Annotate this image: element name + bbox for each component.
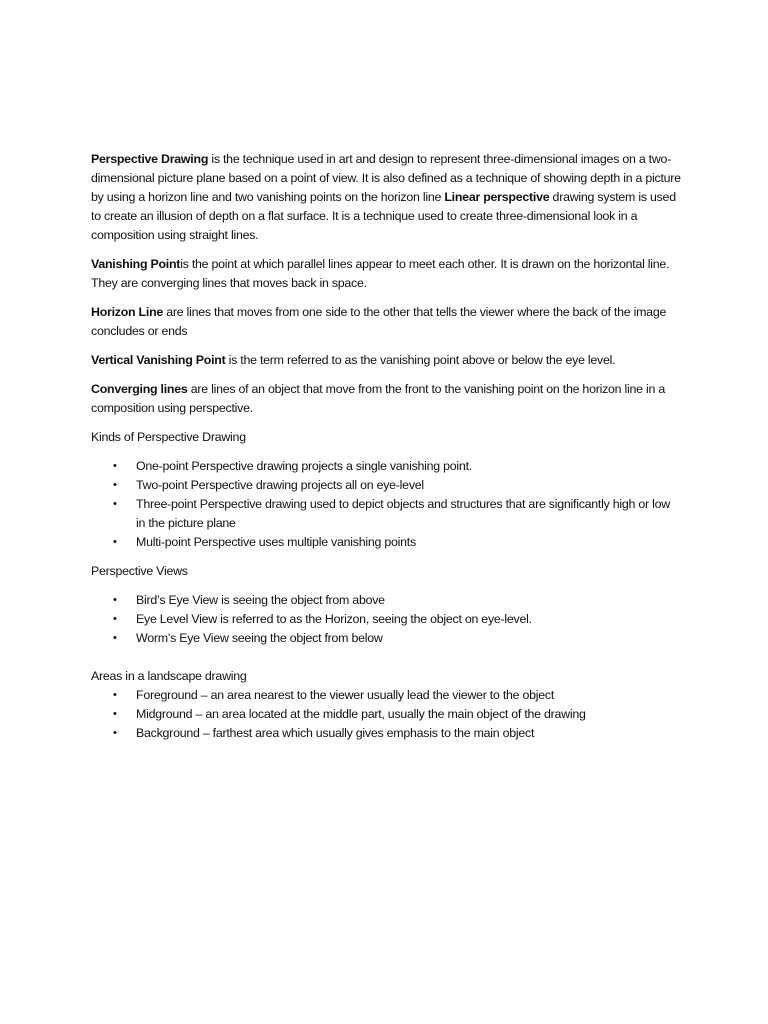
list-item [91, 495, 681, 533]
views-list [91, 591, 681, 648]
definition-text: is the term referred to as the vanishing point above or below the eye level. [225, 353, 616, 367]
term-perspective-drawing: Perspective Drawing [91, 152, 209, 166]
bullet-icon: • [113, 727, 117, 739]
list-item-text: Three-point Perspective drawing used to depict objects and structures that are significantly high or low in the picture plane [136, 497, 670, 530]
definition-text: are lines of an object that move from the front to the vanishing point on the horizon line in a composition using perspective. [91, 382, 665, 415]
list-item [91, 705, 681, 724]
definition-text: is the point at which parallel lines appear to meet each other. It is drawn on the horizontal line. They are converging lines that moves back in space. [91, 257, 670, 290]
bullet-icon: • [113, 632, 117, 644]
list-item [91, 533, 681, 552]
definition-vertical-vanishing-point [91, 351, 681, 370]
list-item-text: Two-point Perspective drawing projects all on eye-level [136, 478, 424, 492]
list-item [91, 476, 681, 495]
term-converging-lines: Converging lines [91, 382, 188, 396]
definition-text: is the technique used in art and design to represent three-dimensional images on a two-dimensional picture plane based on a point of view. It is also defined as a technique of showing depth in a picture by using a horizon line and two vanishing points on the horizon line [91, 152, 681, 204]
bullet-icon: • [113, 479, 117, 491]
term-horizon-line: Horizon Line [91, 305, 164, 319]
bullet-icon: • [113, 613, 117, 625]
list-item-text: Background – farthest area which usually gives emphasis to the main object [136, 726, 535, 740]
list-item [91, 686, 681, 705]
bullet-icon: • [113, 498, 117, 510]
definition-converging-lines [91, 380, 681, 418]
bullet-icon: • [113, 708, 117, 720]
list-item-text: Bird’s Eye View is seeing the object from above [136, 593, 385, 607]
bullet-icon: • [113, 594, 117, 606]
definition-vanishing-point [91, 255, 681, 293]
areas-list [91, 686, 681, 743]
document-body [91, 150, 681, 743]
term-linear-perspective: Linear perspective [444, 190, 550, 204]
term-vertical-vanishing-point: Vertical Vanishing Point [91, 353, 226, 367]
list-item-text: Foreground – an area nearest to the viewer usually lead the viewer to the object [136, 688, 555, 702]
list-item [91, 457, 681, 476]
heading-views: Perspective Views [91, 564, 188, 578]
list-item-text: Eye Level View is referred to as the Horizon, seeing the object on eye-level. [136, 612, 532, 626]
definition-text: drawing system is used to create an illusion of depth on a flat surface. It is a technique used to create three-dimensional look in a composition using straight lines. [91, 190, 676, 242]
list-item-text: Worm’s Eye View seeing the object from below [136, 631, 383, 645]
definition-text: are lines that moves from one side to the other that tells the viewer where the back of the image concludes or ends [91, 305, 667, 338]
kinds-list [91, 457, 681, 552]
list-item-text: One-point Perspective drawing projects a single vanishing point. [136, 459, 472, 473]
heading-kinds: Kinds of Perspective Drawing [91, 430, 246, 444]
list-item [91, 724, 681, 743]
list-item-text: Multi-point Perspective uses multiple vanishing points [136, 535, 416, 549]
heading-areas: Areas in a landscape drawing [91, 669, 247, 683]
list-item [91, 610, 681, 629]
term-vanishing-point: Vanishing Point [91, 257, 181, 271]
bullet-icon: • [113, 460, 117, 472]
bullet-icon: • [113, 536, 117, 548]
list-item [91, 591, 681, 610]
list-item [91, 629, 681, 648]
list-item-text: Midground – an area located at the middle part, usually the main object of the drawing [136, 707, 586, 721]
definition-perspective-drawing [91, 150, 681, 245]
definition-horizon-line [91, 303, 681, 341]
bullet-icon: • [113, 689, 117, 701]
